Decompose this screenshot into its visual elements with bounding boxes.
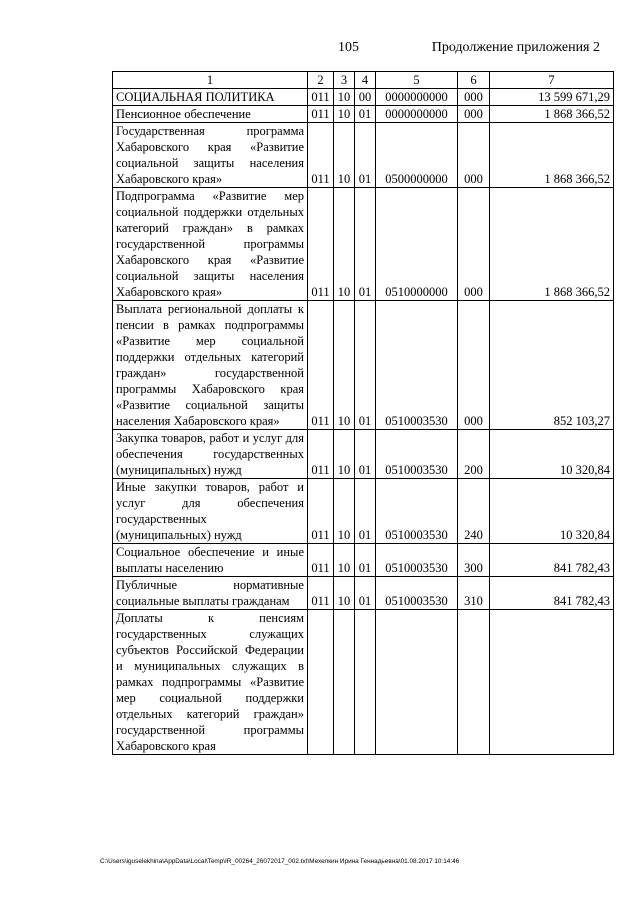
cell-code-6: 000	[458, 188, 490, 301]
cell-code-4: 01	[355, 123, 376, 188]
cell-code-2: 011	[308, 479, 334, 544]
table-row	[113, 106, 614, 123]
cell-amount: 841 782,43	[490, 544, 614, 577]
cell-code-6: 200	[458, 430, 490, 479]
cell-amount: 10 320,84	[490, 479, 614, 544]
table-row	[113, 544, 614, 577]
cell-code-2: 011	[308, 301, 334, 430]
cell-code-4: 01	[355, 430, 376, 479]
column-header-2: 2	[308, 72, 334, 89]
row-name: Подпрограмма «Развитие мер социальной поддержки отдельных категорий граждан» в рамках государственной программы Хабаровского края «Развитие социальной защиты населения Хабаровского края»	[113, 188, 308, 301]
column-header-6: 6	[458, 72, 490, 89]
row-name: Иные закупки товаров, работ и услуг для обеспечения государственных (муниципальных) нужд	[113, 479, 308, 544]
cell-code-6: 000	[458, 106, 490, 123]
cell-code-3: 10	[334, 89, 355, 106]
column-header-3: 3	[334, 72, 355, 89]
row-name: Закупка товаров, работ и услуг для обеспечения государственных (муниципальных) нужд	[113, 430, 308, 479]
cell-amount: 841 782,43	[490, 577, 614, 610]
cell-code-4: 01	[355, 188, 376, 301]
table-row	[113, 188, 614, 301]
cell-code-6: 240	[458, 479, 490, 544]
cell-code-5: 0510003530	[376, 577, 458, 610]
cell-code-5: 0510003530	[376, 430, 458, 479]
cell-code-3: 10	[334, 188, 355, 301]
budget-table	[112, 71, 614, 755]
cell-code-6: 300	[458, 544, 490, 577]
column-header-5: 5	[376, 72, 458, 89]
cell-code-6: 310	[458, 577, 490, 610]
cell-amount	[490, 610, 614, 755]
cell-amount: 852 103,27	[490, 301, 614, 430]
column-header-7: 7	[490, 72, 614, 89]
cell-code-3: 10	[334, 577, 355, 610]
cell-code-5: 0500000000	[376, 123, 458, 188]
cell-code-3: 10	[334, 301, 355, 430]
cell-code-4: 01	[355, 479, 376, 544]
table-row	[113, 610, 614, 755]
footer-file-path: C:\Users\iguselekhina\AppData\Local\Temp\IR_00264_26072017_002.txt\Мехелкин Ирина Геннадьевна\01.08.2017 10:14:46	[100, 858, 460, 865]
cell-amount: 1 868 366,52	[490, 188, 614, 301]
header-row	[113, 72, 614, 89]
cell-code-3: 10	[334, 106, 355, 123]
column-header-4: 4	[355, 72, 376, 89]
row-name: Публичные нормативные социальные выплаты гражданам	[113, 577, 308, 610]
cell-code-2	[308, 610, 334, 755]
cell-code-6	[458, 610, 490, 755]
table-row	[113, 89, 614, 106]
table-row	[113, 430, 614, 479]
cell-code-5: 0510000000	[376, 188, 458, 301]
cell-code-6: 000	[458, 123, 490, 188]
cell-code-5: 0510003530	[376, 479, 458, 544]
cell-code-5: 0000000000	[376, 106, 458, 123]
row-name: Выплата региональной доплаты к пенсии в рамках подпрограммы «Развитие мер социальной поддержки отдельных категорий граждан» государственной программы Хабаровского края «Развитие социальной защиты населения Хабаровского края»	[113, 301, 308, 430]
cell-code-4: 01	[355, 544, 376, 577]
cell-code-3: 10	[334, 430, 355, 479]
row-name: Доплаты к пенсиям государственных служащих субъектов Российской Федерации и муниципальных служащих в рамках подпрограммы «Развитие мер социальной поддержки отдельных категорий граждан» государственной программы Хабаровского края	[113, 610, 308, 755]
cell-code-5: 0510003530	[376, 301, 458, 430]
cell-code-4	[355, 610, 376, 755]
table-row	[113, 123, 614, 188]
cell-code-6: 000	[458, 89, 490, 106]
cell-code-2: 011	[308, 123, 334, 188]
cell-amount: 1 868 366,52	[490, 123, 614, 188]
row-name: СОЦИАЛЬНАЯ ПОЛИТИКА	[113, 89, 308, 106]
appendix-note: Продолжение приложения 2	[431, 40, 600, 55]
cell-code-2: 011	[308, 544, 334, 577]
row-name: Государственная программа Хабаровского края «Развитие социальной защиты населения Хабаровского края»	[113, 123, 308, 188]
cell-amount: 1 868 366,52	[490, 106, 614, 123]
cell-code-3: 10	[334, 123, 355, 188]
cell-code-3: 10	[334, 544, 355, 577]
cell-code-4: 01	[355, 301, 376, 430]
cell-code-6: 000	[458, 301, 490, 430]
cell-code-3	[334, 610, 355, 755]
page-number: 105	[338, 40, 359, 55]
cell-code-2: 011	[308, 106, 334, 123]
cell-code-2: 011	[308, 188, 334, 301]
cell-code-4: 00	[355, 89, 376, 106]
cell-code-3: 10	[334, 479, 355, 544]
cell-amount: 10 320,84	[490, 430, 614, 479]
cell-code-5	[376, 610, 458, 755]
cell-code-5: 0510003530	[376, 544, 458, 577]
cell-code-2: 011	[308, 89, 334, 106]
row-name: Социальное обеспечение и иные выплаты населению	[113, 544, 308, 577]
cell-code-2: 011	[308, 577, 334, 610]
cell-code-5: 0000000000	[376, 89, 458, 106]
cell-code-4: 01	[355, 106, 376, 123]
cell-amount: 13 599 671,29	[490, 89, 614, 106]
cell-code-2: 011	[308, 430, 334, 479]
column-header-1: 1	[113, 72, 308, 89]
table-row	[113, 479, 614, 544]
row-name: Пенсионное обеспечение	[113, 106, 308, 123]
cell-code-4: 01	[355, 577, 376, 610]
table-row	[113, 577, 614, 610]
table-row	[113, 301, 614, 430]
